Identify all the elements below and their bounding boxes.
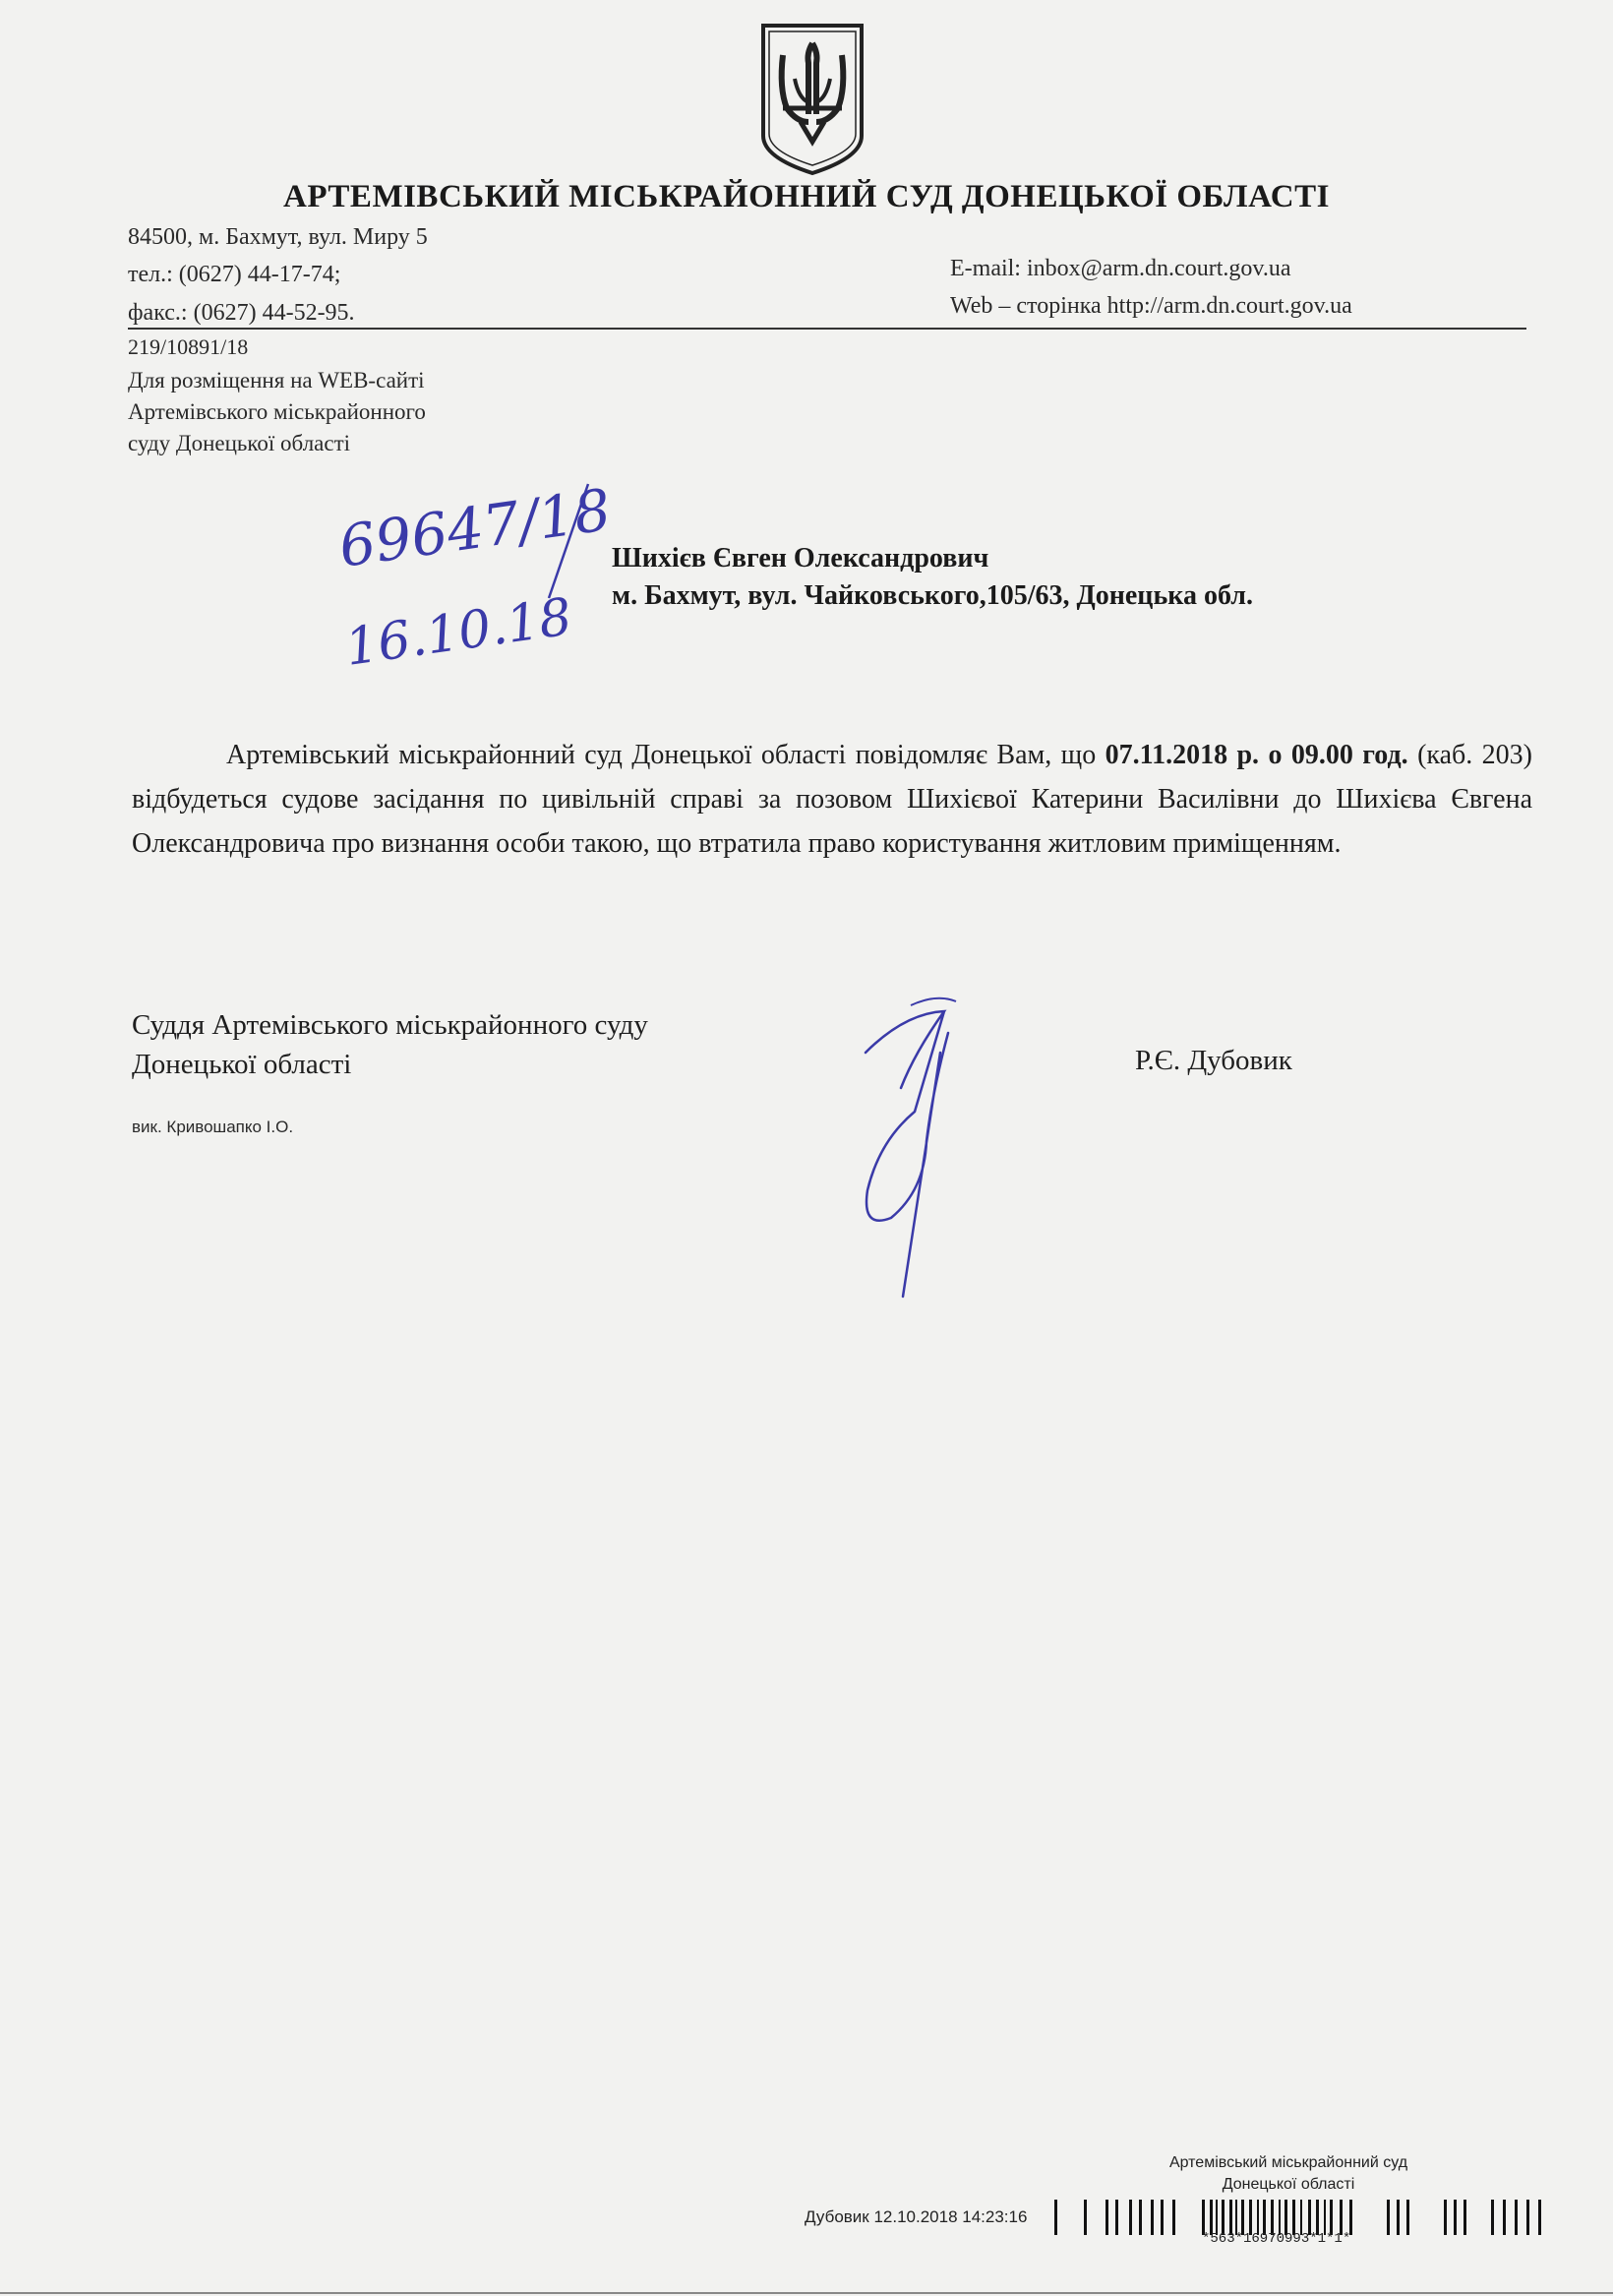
stamp-date: Дубовик 12.10.2018 14:23:16 [805,2207,1028,2226]
hearing-date-time: 07.11.2018 р. о 09.00 год. [1105,740,1408,770]
page-bottom-edge [0,2292,1613,2294]
publication-note-line: Для розміщення на WEB-сайті [128,368,425,393]
publication-note-line: Артемівського міськрайонного [128,399,426,424]
coat-of-arms-icon [753,20,871,177]
handwritten-registration [334,472,620,689]
judge-title-line: Донецької області [132,1049,352,1080]
handwritten-incoming-number: 69647/18 [334,475,616,580]
barcode-text: *563*16970993*1*1* [1202,2231,1351,2247]
notice-text-part1: Артемівський міськрайонний суд Донецької області повідомляє Вам, що [226,740,1105,770]
publication-note-line: суду Донецької області [128,431,351,455]
court-phone: тел.: (0627) 44-17-74; [128,262,341,287]
barcode [1054,2200,1542,2235]
judge-title-line: Суддя Артемівського міськрайонного суду [132,1009,648,1041]
court-website: Web – сторінка http://arm.dn.court.gov.ua [950,293,1352,319]
notice-body [132,733,1532,866]
judge-signature [846,994,984,1308]
court-title: АРТЕМІВСЬКИЙ МІСЬКРАЙОННИЙ СУД ДОНЕЦЬКОЇ ОБЛАСТІ [283,179,1330,214]
stamp-court-line: Артемівський міськрайонний суд [1168,2154,1408,2171]
court-address: 84500, м. Бахмут, вул. Миру 5 [128,224,428,250]
case-number: 219/10891/18 [128,334,249,359]
recipient-address: м. Бахмут, вул. Чайковського,105/63, Донецька обл. [612,580,1253,611]
header-divider [128,328,1526,330]
court-email: E-mail: inbox@arm.dn.court.gov.ua [950,256,1291,281]
stamp-court-line: Донецької області [1222,2176,1355,2193]
notice-text-part2: (каб. 203) відбудеться судове засідання по цивільній справі за позовом Шихієвої Катерини Василівни до Шихієва Євгена Олександровича про визнання особи такою, що втратила право користування житловим приміщенням. [132,740,1532,859]
recipient-name: Шихієв Євген Олександрович [612,543,989,574]
judge-name: Р.Є. Дубовик [1135,1045,1292,1076]
executor-name: вик. Кривошапко І.О. [132,1118,294,1136]
handwritten-incoming-date: 16.10.18 [341,587,576,678]
court-fax: факс.: (0627) 44-52-95. [128,300,355,326]
